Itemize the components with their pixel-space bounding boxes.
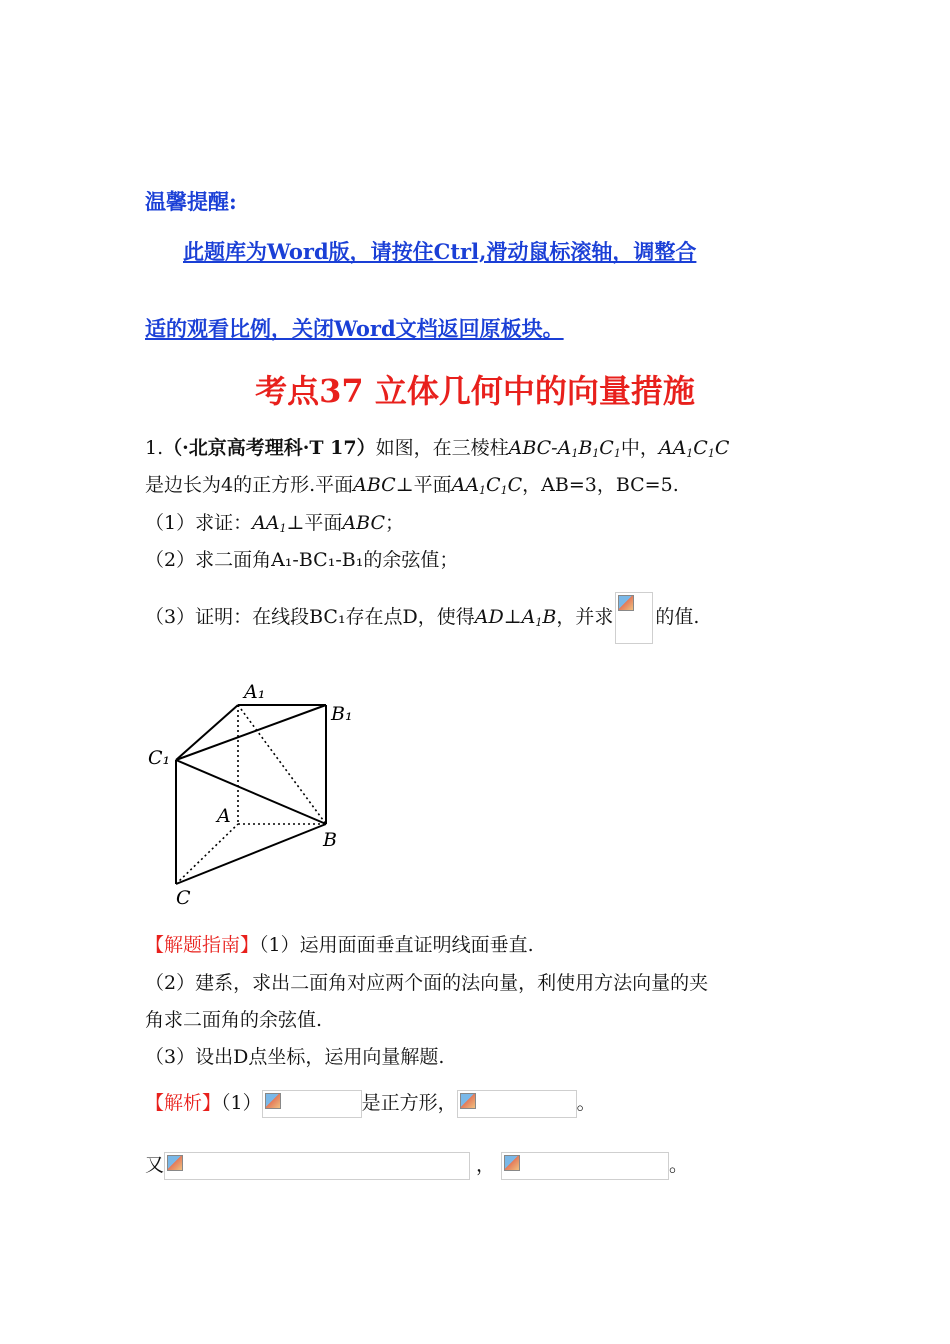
formula-image-placeholder bbox=[262, 1090, 362, 1118]
tip-line-2: 适的观看比例，关闭Word文档返回原板块。 bbox=[145, 316, 564, 341]
page-title: 考点37 立体几何中的向量措施 bbox=[255, 372, 695, 410]
formula-image-placeholder bbox=[615, 592, 653, 644]
label-c: C bbox=[176, 887, 191, 909]
math-abc: ABC bbox=[342, 512, 385, 534]
guide-line-1 bbox=[145, 930, 534, 957]
text: 。 bbox=[576, 1092, 596, 1114]
question-1 bbox=[145, 508, 404, 535]
label-a: A bbox=[217, 805, 231, 827]
label-b: B bbox=[323, 829, 337, 851]
problem-intro-line-1 bbox=[145, 433, 729, 460]
text: ⊥平面 bbox=[286, 512, 343, 534]
text: （1）运用面面垂直证明线面垂直. bbox=[259, 934, 534, 956]
text: 又 bbox=[145, 1154, 165, 1176]
label-b1: B₁ bbox=[331, 703, 353, 725]
text: （1）求证： bbox=[145, 512, 253, 534]
broken-image-icon bbox=[460, 1093, 476, 1109]
broken-image-icon bbox=[167, 1155, 183, 1171]
tip-line-1: 此题库为Word版，请按住Ctrl,滑动鼠标滚轴，调整合 bbox=[183, 239, 697, 264]
text: 是边长为4的正方形.平面 bbox=[145, 474, 354, 496]
tip-title: 温馨提醒: bbox=[145, 189, 237, 214]
guide-line-4: （3）设出D点坐标，运用向量解题. bbox=[145, 1046, 445, 1068]
text: 中， bbox=[620, 437, 659, 459]
broken-image-icon bbox=[265, 1093, 281, 1109]
problem-number: 1. bbox=[145, 437, 164, 459]
text: （3）证明：在线段BC₁存在点D，使得 bbox=[145, 606, 475, 628]
edge-c1-b bbox=[176, 760, 326, 824]
label-c1: C₁ bbox=[148, 747, 171, 769]
guide-line-2: （2）建系，求出二面角对应两个面的法向量，利使用方法向量的夹 bbox=[145, 972, 709, 994]
guide-tag: 【解题指南】 bbox=[145, 934, 260, 956]
text: 如图，在三棱柱 bbox=[375, 437, 509, 459]
label-a1: A₁ bbox=[244, 681, 266, 703]
math-square: $AA_1C_1C$ bbox=[658, 437, 730, 460]
edge-c1-a1 bbox=[176, 705, 238, 760]
text: 的值. bbox=[655, 606, 700, 628]
math-abc: ABC bbox=[353, 474, 396, 496]
question-2: （2）求二面角A₁-BC₁-B₁的余弦值； bbox=[145, 549, 459, 571]
edge-c-a-hidden bbox=[176, 824, 238, 884]
formula-image-placeholder bbox=[501, 1152, 669, 1180]
solution-tag: 【解析】 bbox=[145, 1092, 222, 1114]
edge-c-b bbox=[176, 824, 326, 884]
solution-line-1 bbox=[145, 1088, 596, 1118]
math-prism: ABC-$A_1B_1C_1$ bbox=[508, 437, 621, 460]
prism-figure bbox=[140, 672, 380, 912]
text: ，并求 bbox=[556, 606, 614, 628]
guide-line-3: 角求二面角的余弦值. bbox=[145, 1009, 323, 1031]
formula-image-placeholder bbox=[457, 1090, 577, 1118]
text: ，AB=3，BC=5. bbox=[522, 474, 679, 496]
problem-source: （·北京高考理科·T 17） bbox=[163, 437, 376, 459]
math-a1b: $A_1B$ bbox=[521, 606, 557, 629]
broken-image-icon bbox=[504, 1155, 520, 1171]
solution-line-2 bbox=[145, 1150, 688, 1180]
math-aa1: $AA_1$ bbox=[252, 512, 287, 535]
problem-intro-line-2 bbox=[145, 470, 679, 497]
text: 是正方形， bbox=[361, 1092, 457, 1114]
math-square: $AA_1C_1C$ bbox=[451, 474, 523, 497]
text: ， bbox=[476, 1154, 496, 1176]
text: ； bbox=[385, 512, 405, 534]
formula-image-placeholder bbox=[164, 1152, 470, 1180]
question-3: （3）证明：在线段BC₁存在点D，使得$AD\perp A_1B$，并求 的值. bbox=[145, 592, 699, 644]
text: ⊥平面 bbox=[395, 474, 452, 496]
broken-image-icon bbox=[618, 595, 634, 611]
text: （1） bbox=[221, 1092, 262, 1114]
text: 。 bbox=[669, 1154, 689, 1176]
math-ad-perp: AD bbox=[474, 606, 504, 628]
edge-c1-b1 bbox=[176, 705, 326, 760]
